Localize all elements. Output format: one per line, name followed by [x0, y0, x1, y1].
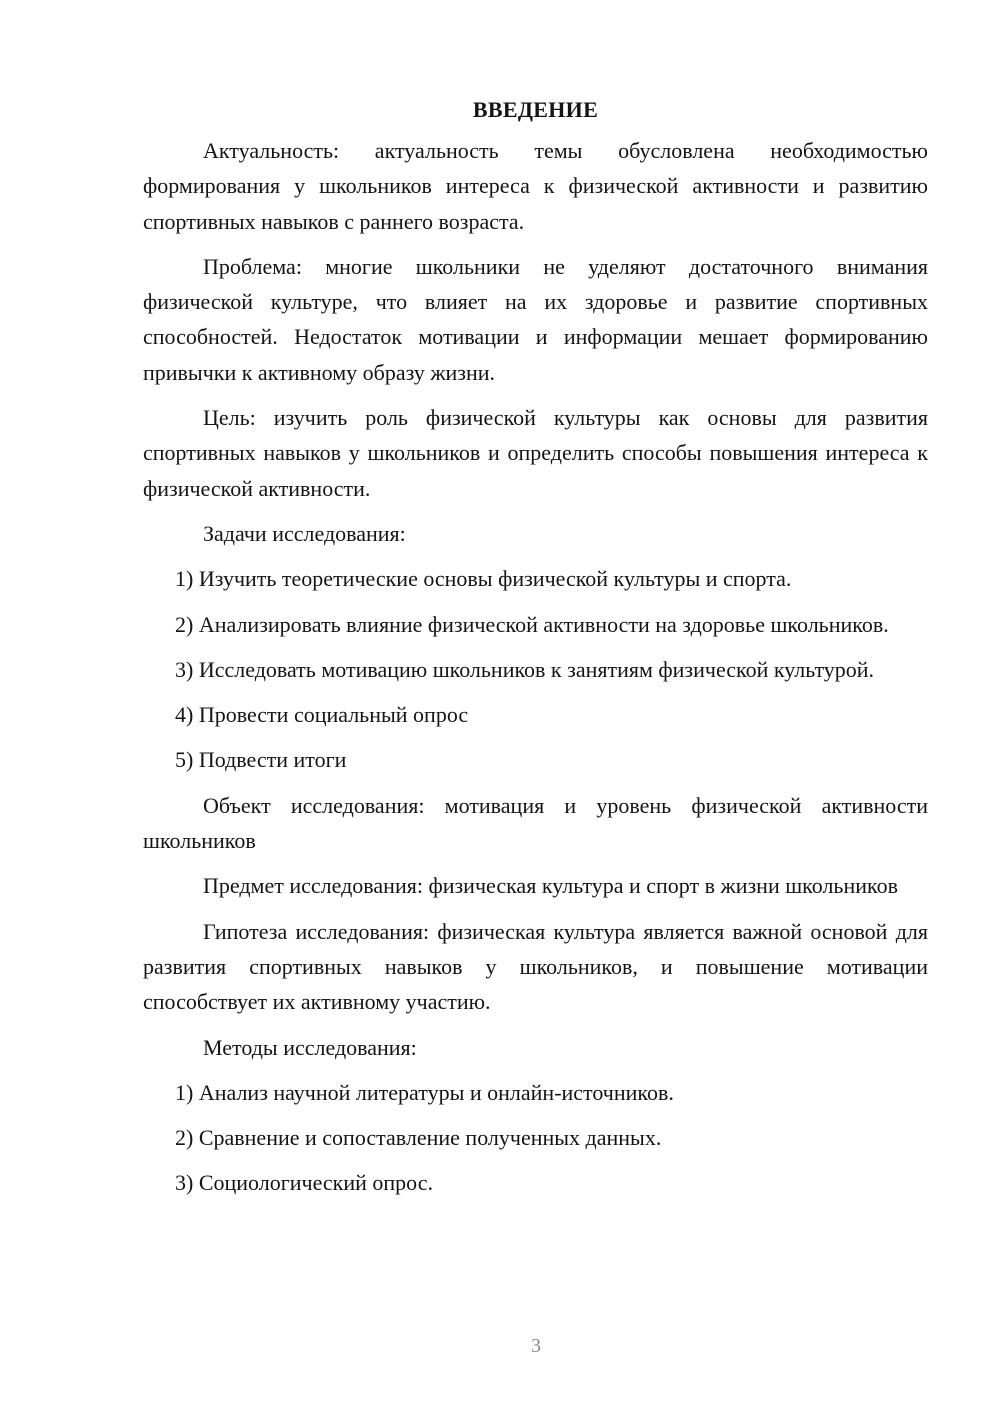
paragraph-goal: Цель: изучить роль физической культуры как основы для развития спортивных навыков у школьников и определить способы повышения интереса к физической активности. — [143, 405, 928, 501]
page-number: 3 — [531, 1335, 541, 1357]
method-item: 2) Сравнение и сопоставление полученных данных. — [175, 1125, 662, 1151]
task-item: 4) Провести социальный опрос — [175, 702, 469, 728]
task-item: 5) Подвести итоги — [175, 747, 347, 773]
method-item: 1) Анализ научной литературы и онлайн-источников. — [175, 1079, 674, 1105]
paragraph-object: Объект исследования: мотивация и уровень физической активности школьников — [143, 792, 928, 854]
task-item: 3) Исследовать мотивацию школьников к занятиям физической культурой. — [175, 656, 875, 682]
task-item: 1) Изучить теоретические основы физической культуры и спорта. — [175, 566, 792, 592]
paragraph-subject: Предмет исследования: физическая культура и спорт в жизни школьников — [203, 873, 898, 899]
task-item: 2) Анализировать влияние физической активности на здоровье школьников. — [175, 611, 889, 637]
paragraph-problem: Проблема: многие школьники не уделяют достаточного внимания физической культуре, что влияет на их здоровье и развитие спортивных способностей. Недостаток мотивации и информации мешает формированию привычки к активному образу жизни. — [143, 253, 928, 385]
method-item: 3) Социологический опрос. — [175, 1170, 433, 1196]
tasks-heading: Задачи исследования: — [203, 520, 406, 546]
section-title: ВВЕДЕНИЕ — [472, 97, 599, 122]
paragraph-relevance: Актуальность: актуальность темы обусловлена необходимостью формирования у школьников интереса к физической активности и развитию спортивных навыков с раннего возраста. — [143, 138, 928, 234]
methods-heading: Методы исследования: — [203, 1034, 417, 1060]
paragraph-hypothesis: Гипотеза исследования: физическая культура является важной основой для развития спортивных навыков у школьников, и повышение мотивации способствует их активному участию. — [143, 918, 928, 1015]
page-content — [143, 92, 928, 1211]
